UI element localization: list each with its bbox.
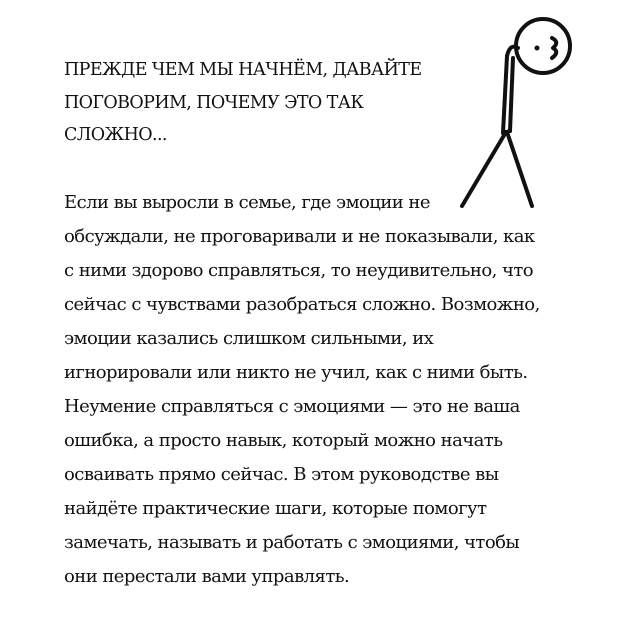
body-paragraph <box>64 186 604 594</box>
heading-line: ПРЕЖДЕ ЧЕМ МЫ НАЧНЁМ, ДАВАЙТЕ <box>64 60 422 80</box>
sad-stick-figure-icon <box>440 8 590 208</box>
figure-body <box>503 56 507 133</box>
heading-line: ПОГОВОРИМ, ПОЧЕМУ ЭТО ТАК <box>64 92 364 113</box>
body-line: сейчас с чувствами разобраться сложно. Возможно, <box>64 294 540 315</box>
body-line: игнорировали или никто не учил, как с ними быть. <box>64 362 528 383</box>
figure-head <box>516 19 570 73</box>
body-line: они перестали вами управлять. <box>64 566 350 587</box>
body-line: замечать, называть и работать с эмоциями, чтобы <box>64 532 520 553</box>
figure-mouth <box>552 38 556 58</box>
section-heading <box>64 54 464 152</box>
figure-eye <box>535 46 540 51</box>
body-line: с ними здорово справляться, то неудивительно, что <box>64 260 534 281</box>
body-line: осваивать прямо сейчас. В этом руководстве вы <box>64 464 499 485</box>
body-line: Если вы выросли в семье, где эмоции не <box>64 192 430 213</box>
body-line: Неумение справляться с эмоциями — это не ваша <box>64 396 520 417</box>
figure-arm <box>510 58 513 131</box>
body-line: обсуждали, не проговаривали и не показывали, как <box>64 226 535 247</box>
body-line: найдёте практические шаги, которые помогут <box>64 498 487 519</box>
body-line: эмоции казались слишком сильными, их <box>64 328 434 349</box>
heading-line: СЛОЖНО... <box>64 125 167 145</box>
body-line: ошибка, а просто навык, который можно начать <box>64 430 503 451</box>
